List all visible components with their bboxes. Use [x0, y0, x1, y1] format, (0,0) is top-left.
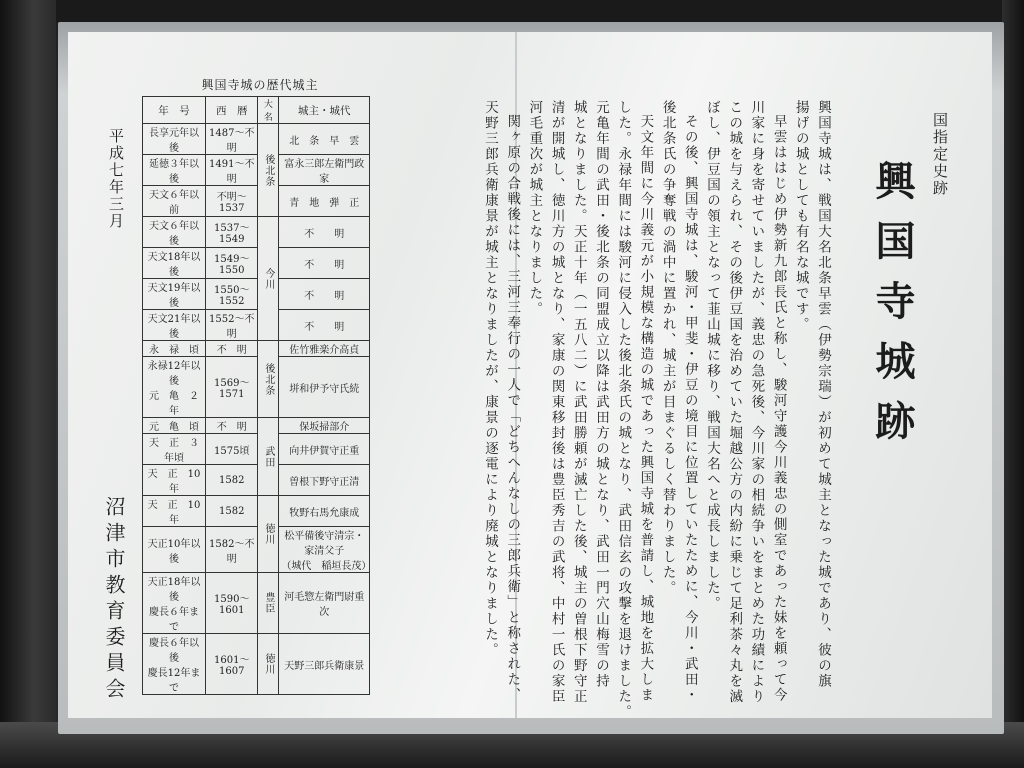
lords-table [142, 96, 370, 695]
year-cell: 1582～不明 [206, 527, 258, 573]
lord-cell: 河毛惣左衛門尉重次 [279, 573, 370, 634]
year-cell: 不明～1537 [206, 186, 258, 217]
era-cell: 元 亀 頃 [143, 418, 206, 434]
table-row [143, 341, 370, 357]
header-year: 西 暦 [206, 97, 258, 124]
lord-cell: 曽根下野守正清 [279, 465, 370, 496]
frame-right-post [1002, 0, 1024, 768]
body-line: 興国寺城は、戦国大名北条早雲（伊勢宗瑞）が初めて城主となった城であり、彼の旗 [815, 100, 831, 689]
body-line: 後北条氏の争奪戦の渦中に置かれ、城主が目まぐるしく替わりました。 [659, 100, 676, 596]
body-line: この城を与えられ、その後伊豆国を治めていた堀越公方の内紛に乗じて足利茶々丸を滅 [726, 100, 743, 705]
era-cell: 天文19年以後 [143, 279, 206, 310]
body-line: ぼし、伊豆国の領主となって韮山城に移り、戦国大名へと成長しました。 [704, 100, 720, 612]
lord-cell: 佐竹雅楽介高貞 [279, 341, 370, 357]
year-cell: 1601～1607 [206, 634, 258, 695]
frame-top-rail [0, 0, 1024, 22]
lord-cell: 北 条 早 雲 [279, 124, 370, 155]
year-cell: 1550～1552 [206, 279, 258, 310]
era-cell: 天文18年以後 [143, 248, 206, 279]
era-cell: 慶長６年以後 慶長12年まで [143, 634, 206, 695]
era-cell: 天 正 10 年 [143, 496, 206, 527]
lord-cell: 不 明 [279, 248, 370, 279]
table-row [143, 527, 370, 573]
table-row [143, 418, 370, 434]
year-cell: 1575頃 [206, 434, 258, 465]
era-cell: 長享元年以後 [143, 124, 206, 155]
body-line: その後、興国寺城は、駿河・甲斐・伊豆の境目に位置していたために、今川・武田・ [681, 114, 698, 703]
lord-cell: 青 地 弾 正 [279, 186, 370, 217]
publication-date: 平成七年三月 [107, 128, 125, 230]
year-cell: 1569～1571 [206, 357, 258, 418]
body-line: 早雲ははじめ伊勢新九郎長氏と称し、駿河守護今川義忠の側室であった妹を頼って今 [770, 114, 787, 703]
body-line: 揚げの城としても有名な城です。 [792, 100, 809, 333]
clan-cell: 豊臣 [258, 573, 279, 634]
year-cell: 1590～1601 [206, 573, 258, 634]
lord-cell: 不 明 [279, 310, 370, 341]
clan-cell: 徳川 [258, 496, 279, 573]
era-cell: 天文21年以後 [143, 310, 206, 341]
clan-cell: 後北条 [258, 124, 279, 217]
clan-cell: 今川 [258, 217, 279, 341]
table-row [143, 310, 370, 341]
body-line: 城となりました。天正十年（一五八二）に武田勝頼が滅亡した後、城主の曽根下野守正 [570, 100, 587, 705]
lord-cell: 不 明 [279, 217, 370, 248]
body-line: 天野三郎兵衛康景が城主となりましたが、康景の逐電により廃城となりました。 [482, 100, 498, 658]
clan-cell: 徳川 [258, 634, 279, 695]
year-cell: 1537～1549 [206, 217, 258, 248]
lord-cell: 天野三郎兵衛康景 [279, 634, 370, 695]
body-line: した。永禄年間には駿河に侵入した後北条氏の城となり、武田信玄の攻撃を退けました。 [615, 100, 632, 720]
era-cell: 永 禄 頃 [143, 341, 206, 357]
year-cell: 1582 [206, 465, 258, 496]
table-row [143, 279, 370, 310]
era-cell: 永禄12年以後 元 亀 ２ 年 [143, 357, 206, 418]
year-cell: 1549～1550 [206, 248, 258, 279]
clan-cell: 武田 [258, 418, 279, 496]
frame-left-post [0, 0, 56, 768]
body-line: 河毛重次が城主となりました。 [526, 100, 543, 317]
table-row [143, 634, 370, 695]
year-cell: 1487～不明 [206, 124, 258, 155]
publisher: 沼津市教育委員会 [102, 496, 126, 704]
year-cell: 1491～不明 [206, 155, 258, 186]
lord-cell: 牧野右馬允康成 [279, 496, 370, 527]
era-cell: 天文６年以前 [143, 186, 206, 217]
era-cell: 天正18年以後 慶長６年まで [143, 573, 206, 634]
table-row [143, 496, 370, 527]
era-cell: 天 正 10 年 [143, 465, 206, 496]
era-cell: 天 正 ３ 年頃 [143, 434, 206, 465]
table-row [143, 155, 370, 186]
designation-label: 国指定史跡 [931, 112, 949, 197]
era-cell: 天正10年以後 [143, 527, 206, 573]
header-lord: 城主・城代 [279, 97, 370, 124]
table-header-row [143, 97, 370, 124]
lord-cell: 向井伊賀守正重 [279, 434, 370, 465]
table-row [143, 124, 370, 155]
table-title: 興国寺城の歴代城主 [201, 78, 319, 92]
header-era: 年 号 [143, 97, 206, 124]
table-row [143, 217, 370, 248]
era-cell: 延徳３年以後 [143, 155, 206, 186]
year-cell: 1552～不明 [206, 310, 258, 341]
table-row [143, 357, 370, 418]
year-cell: 1582 [206, 496, 258, 527]
clan-cell: 後北条 [258, 341, 279, 418]
table-row [143, 465, 370, 496]
lord-cell: 垪和伊予守氏続 [279, 357, 370, 418]
lord-cell: 松平備後守清宗・家清父子 （城代 稲垣長茂） [279, 527, 370, 573]
lord-cell: 富永三郎左衛門政家 [279, 155, 370, 186]
year-cell: 不 明 [206, 418, 258, 434]
body-line: 関ヶ原の合戦後には、三河三奉行の一人で「どちへんなしの三郎兵衛」と称された、 [504, 114, 521, 703]
body-line: 天文年間に今川義元が小規模な構造の城であった興国寺城を普請し、城地を拡大しま [637, 114, 654, 703]
table-row [143, 186, 370, 217]
header-clan: 大名 [258, 97, 279, 124]
table-row [143, 248, 370, 279]
table-row [143, 434, 370, 465]
lord-cell: 保坂掃部介 [279, 418, 370, 434]
body-line: 元亀年間の武田・後北条の同盟成立以降は武田方の城となり、武田一門穴山梅雪の持 [593, 100, 609, 689]
year-cell: 不 明 [206, 341, 258, 357]
lord-cell: 不 明 [279, 279, 370, 310]
body-line: 清が開城し、徳川方の城となり、家康の関東移封後は豊臣秀吉の武将、中村一氏の家臣 [548, 100, 565, 705]
body-line: 川家に身を寄せていましたが、義忠の急死後、今川家の相続争いをまとめた功績により [748, 100, 765, 705]
era-cell: 天文６年以後 [143, 217, 206, 248]
page-title: 興国寺城跡 [869, 160, 916, 460]
table-row [143, 573, 370, 634]
